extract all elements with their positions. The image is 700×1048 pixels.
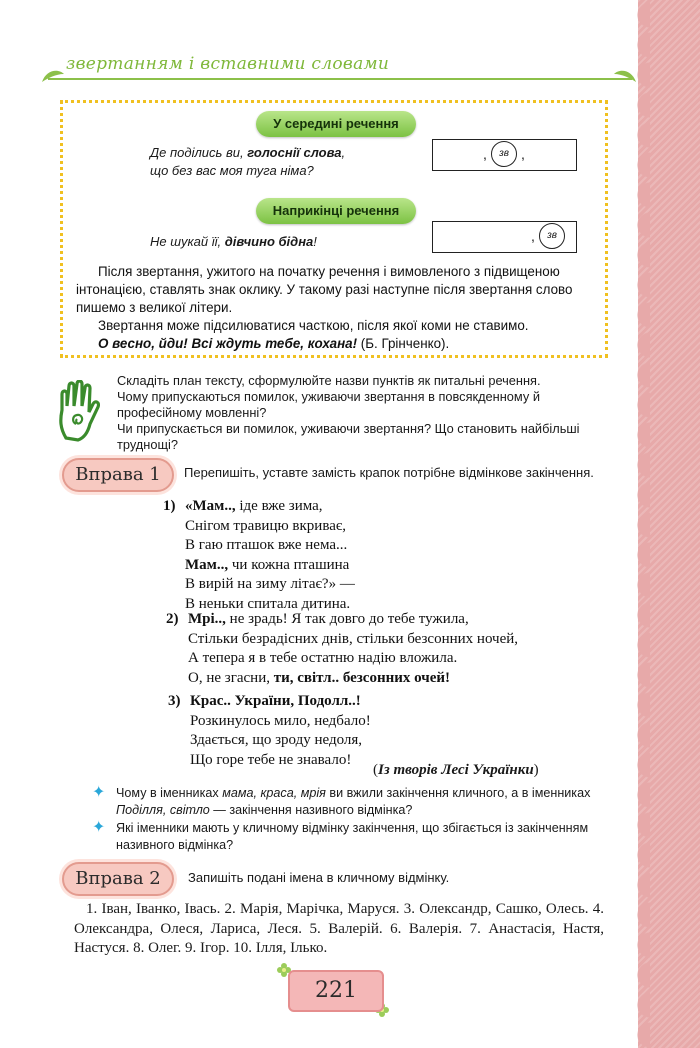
discussion-questions	[117, 373, 607, 453]
hand-icon	[56, 380, 100, 442]
exercise-badge: Вправа 1	[62, 458, 174, 492]
leaf-icon	[40, 68, 66, 84]
discussion-line: Складіть план тексту, сформулюйте назви пунктів як питальні речення.	[117, 373, 541, 388]
leaf-icon	[612, 68, 638, 84]
header-divider	[48, 78, 632, 80]
schema-comma: ,	[483, 146, 487, 162]
star-icon: ✦	[92, 784, 106, 801]
rule-paragraph: Після звертання, ужитого на початку речення і вимовленого з підвищеною інтонацією, ставлять знак оклику. У такому разі наступне після звертання слово пишемо з великої літери.	[76, 264, 573, 315]
schema-middle	[432, 139, 577, 171]
zv-circle: зв	[539, 223, 565, 249]
schema-comma: ,	[521, 146, 525, 162]
questions-list	[92, 785, 612, 855]
rule-example: О весно, йди! Всі ждуть тебе, кохана! (Б. Грінченко).	[98, 336, 450, 351]
exercise-badge: Вправа 2	[62, 862, 174, 896]
poem-source: (Із творів Лесі Українки)	[373, 762, 539, 778]
question-item: ✦ Які іменники мають у кличному відмінку закінчення, що збігається із закінченням називного відмінка?	[92, 819, 589, 852]
page-number: 221	[288, 970, 384, 1012]
exercise-task: Запишіть подані імена в кличному відмінку.	[188, 870, 450, 885]
pill-end-of-sentence: Наприкінці речення	[256, 198, 416, 224]
rule-explanation	[76, 263, 596, 353]
chapter-header-title: звертанням і вставними словами	[66, 54, 390, 74]
example-end: Не шукай її, дівчино бідна!	[150, 234, 317, 249]
exercise-text: 1. Іван, Іванко, Івась. 2. Марія, Марічка, Маруся. 3. Олександр, Сашко, Олесь. 4. Олександра, Олеся, Лариса, Леся. 5. Валерій. 6. Валерія. 7. Анастасія, Настя, Настуся. 8. Олег. 9. Ігор. 10. Ілля, Ілько.	[74, 901, 604, 957]
exercise-task: Перепишіть, уставте замість крапок потрібне відмінкове закінчення.	[184, 465, 594, 480]
poem-block: 2) Мрі.., не зрадь! Я так довго до тебе тужила, Стільки безрадісних днів, стільки безсонних ночей, А тепера я в тебе остатню надію вложила. О, не згасни, ти, світл.. безсонних очей!	[166, 611, 519, 686]
decorative-scallop-edge	[624, 0, 650, 1048]
poem-block: 1) «Мам.., іде вже зима, Снігом травицю вкриває, В гаю пташок вже нема... Мам.., чи кожна пташина В вирій на зиму літає?» — В неньки спитала дитина.	[163, 498, 355, 612]
schema-comma: ,	[531, 228, 535, 244]
star-icon: ✦	[92, 819, 106, 836]
poem-block: 3) Крас.. України, Подолл..! Розкинулось мило, недбало! Здається, що зроду недоля, Що горе тебе не знавало!	[168, 693, 371, 768]
discussion-line: Чи припускається ви помилок, уживаючи звертання? Що становить найбільші труднощі?	[117, 421, 580, 452]
example-middle: Де поділись ви, голоснії слова, що без вас моя туга німа?	[150, 145, 346, 178]
rule-paragraph: Звертання може підсилюватися часткою, після якої коми не ставимо.	[98, 318, 529, 333]
schema-end	[432, 221, 577, 253]
pill-middle-of-sentence: У середині речення	[256, 111, 416, 137]
zv-circle: зв	[491, 141, 517, 167]
discussion-line: Чому припускаються помилок, уживаючи звертання в повсякденному й професійному мовленні?	[117, 389, 540, 420]
question-item: ✦ Чому в іменниках мама, краса, мрія ви вжили закінчення кличного, а в іменниках Поділля, світло — закінчення називного відмінка?	[92, 784, 591, 817]
